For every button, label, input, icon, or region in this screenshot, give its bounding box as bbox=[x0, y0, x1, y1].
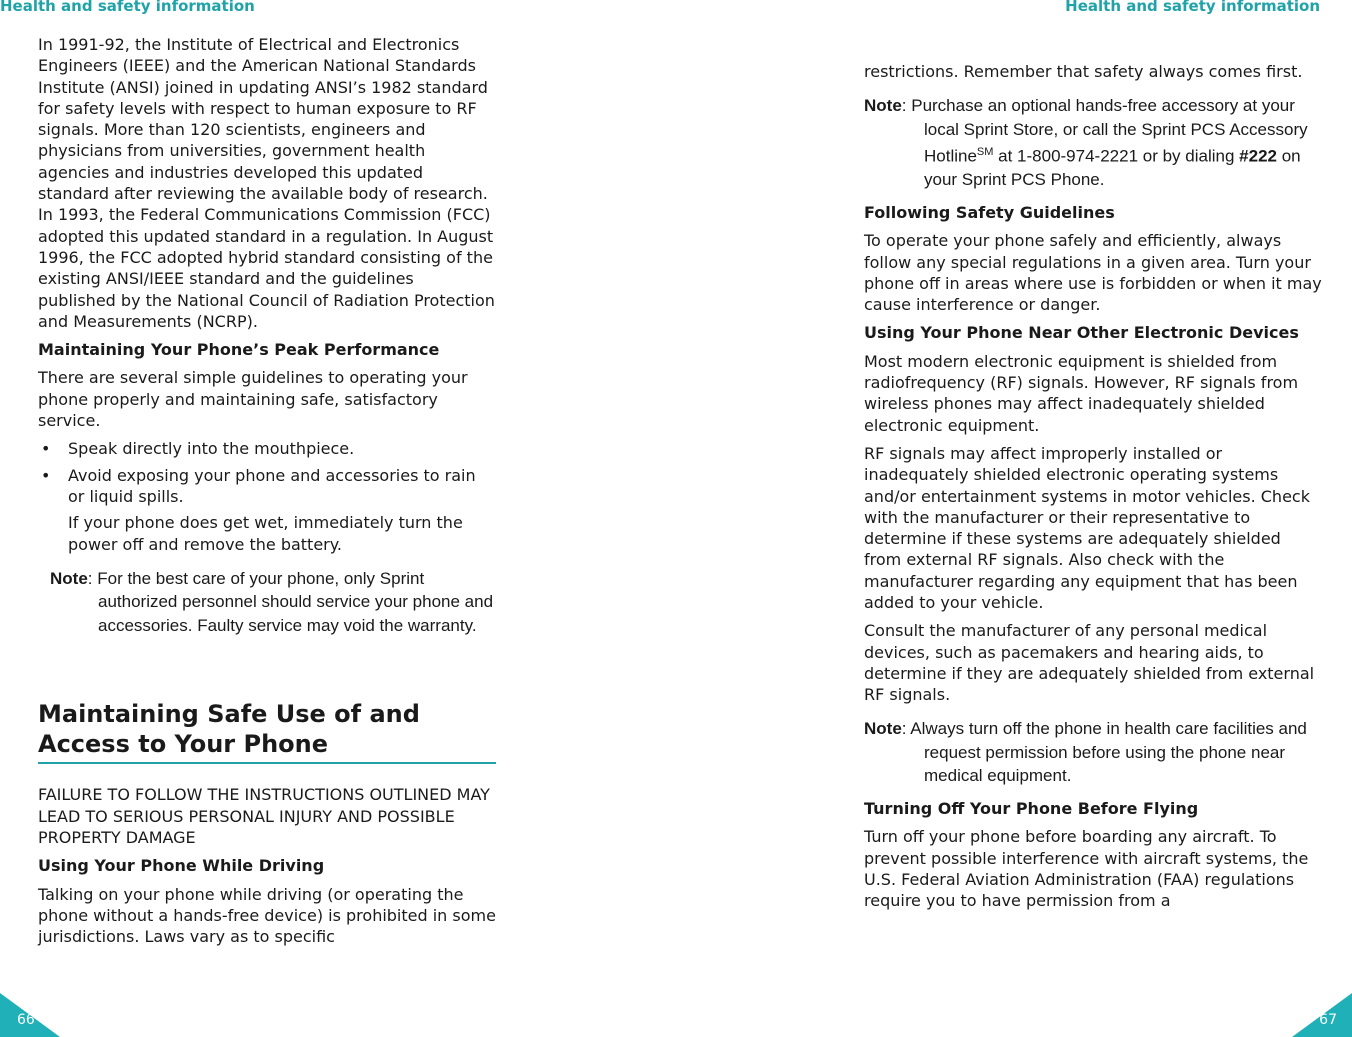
section-divider bbox=[38, 762, 496, 764]
health-care-note bbox=[864, 717, 1322, 788]
list-item: • Speak directly into the mouthpiece. bbox=[38, 438, 496, 459]
page-number: 66 bbox=[17, 1012, 35, 1028]
care-note bbox=[38, 567, 496, 638]
page-number: 67 bbox=[1319, 1012, 1337, 1028]
note-text: : Purchase an optional hands-free accessory at your local Sprint Store, or call the Sprint PCS Accessory Hotline bbox=[901, 96, 1308, 166]
electronic-devices-heading: Using Your Phone Near Other Electronic Devices bbox=[864, 323, 1299, 343]
running-header-left: Health and safety information bbox=[0, 0, 255, 15]
intro-paragraph: In 1991-92, the Institute of Electrical and Electronics Engineers (IEEE) and the American National Standards Institute (ANSI) joined in updating ANSI’s 1982 standard for safety levels with respect to human exposure to RF signals. More than 120 scientists, engineers and physicians from universities, government health agencies and industries developed this updated standard after reviewing the available body of research. In 1993, the Federal Communications Commission (FCC) adopted this updated standard in a regulation. In August 1996, the FCC adopted hybrid standard consisting of the existing ANSI/IEEE standard and the guidelines published by the National Council of Radiation Protection and Measurements (NCRP). bbox=[38, 35, 495, 331]
driving-body: Talking on your phone while driving (or operating the phone without a hands-free device) is prohibited in some jurisdictions. Laws vary as to specific bbox=[38, 884, 496, 947]
electronic-paragraph-1: Most modern electronic equipment is shielded from radiofrequency (RF) signals. However, RF signals from wireless phones may affect inadequately shielded electronic equipment. bbox=[864, 351, 1299, 435]
guideline-list bbox=[38, 438, 496, 507]
driving-heading: Using Your Phone While Driving bbox=[38, 856, 325, 876]
flying-body: Turn off your phone before boarding any aircraft. To prevent possible interference with aircraft systems, the U.S. Federal Aviation Administration (FAA) regulations require you to have permission from a bbox=[864, 827, 1309, 911]
warning-paragraph: FAILURE TO FOLLOW THE INSTRUCTIONS OUTLINED MAY LEAD TO SERIOUS PERSONAL INJURY AND POSSIBLE PROPERTY DAMAGE bbox=[38, 785, 490, 847]
note-text: : Always turn off the phone in health care facilities and request permission before using the phone near medical equipment. bbox=[901, 719, 1307, 786]
left-column bbox=[38, 34, 496, 954]
note-text-end: on your Sprint PCS Phone. bbox=[924, 146, 1301, 190]
electronic-paragraph-2: RF signals may affect improperly installed or inadequately shielded electronic operating systems and/or entertainment systems in motor vehicles. Check with the manufacturer or their representative to determine if these systems are adequately shielded from external RF signals. Also check with the manufacturer regarding any equipment that has been added to your vehicle. bbox=[864, 443, 1310, 612]
note-text: : For the best care of your phone, only Sprint authorized personnel should service your phone and accessories. Faulty service may void the warranty. bbox=[87, 568, 494, 635]
section-title: Maintaining Safe Use of and Access to Your Phone bbox=[38, 700, 420, 759]
list-item: • Avoid exposing your phone and accessories to rain or liquid spills. bbox=[38, 465, 496, 508]
note-label: Note bbox=[50, 568, 88, 588]
note-label: Note bbox=[864, 719, 902, 739]
right-column bbox=[864, 61, 1322, 918]
running-header-right: Health and safety information bbox=[1065, 0, 1320, 15]
safety-guidelines-heading: Following Safety Guidelines bbox=[864, 202, 1115, 222]
right-page bbox=[676, 0, 1352, 1037]
dial-code: #222 bbox=[1239, 146, 1277, 166]
electronic-paragraph-3: Consult the manufacturer of any personal medical devices, such as pacemakers and hearing aids, to determine if they are adequately shielded from external RF signals. bbox=[864, 621, 1315, 705]
hands-free-note bbox=[864, 94, 1322, 192]
peak-performance-body: There are several simple guidelines to operating your phone properly and maintaining safe, satisfactory service. bbox=[38, 368, 468, 431]
service-mark: SM bbox=[976, 146, 994, 159]
safety-guidelines-body: To operate your phone safely and efficiently, always follow any special regulations in a given area. Turn your phone off in areas where use is forbidden or when it may cause interference or danger. bbox=[864, 231, 1322, 315]
wet-phone-paragraph: If your phone does get wet, immediately turn the power off and remove the battery. bbox=[68, 513, 463, 554]
continuation-paragraph: restrictions. Remember that safety always comes first. bbox=[864, 62, 1303, 81]
note-label: Note bbox=[864, 96, 902, 116]
flying-heading: Turning Off Your Phone Before Flying bbox=[864, 798, 1199, 818]
note-text-phone: at 1-800-974-2221 or by dialing bbox=[993, 146, 1240, 166]
peak-performance-heading: Maintaining Your Phone’s Peak Performance bbox=[38, 340, 440, 360]
